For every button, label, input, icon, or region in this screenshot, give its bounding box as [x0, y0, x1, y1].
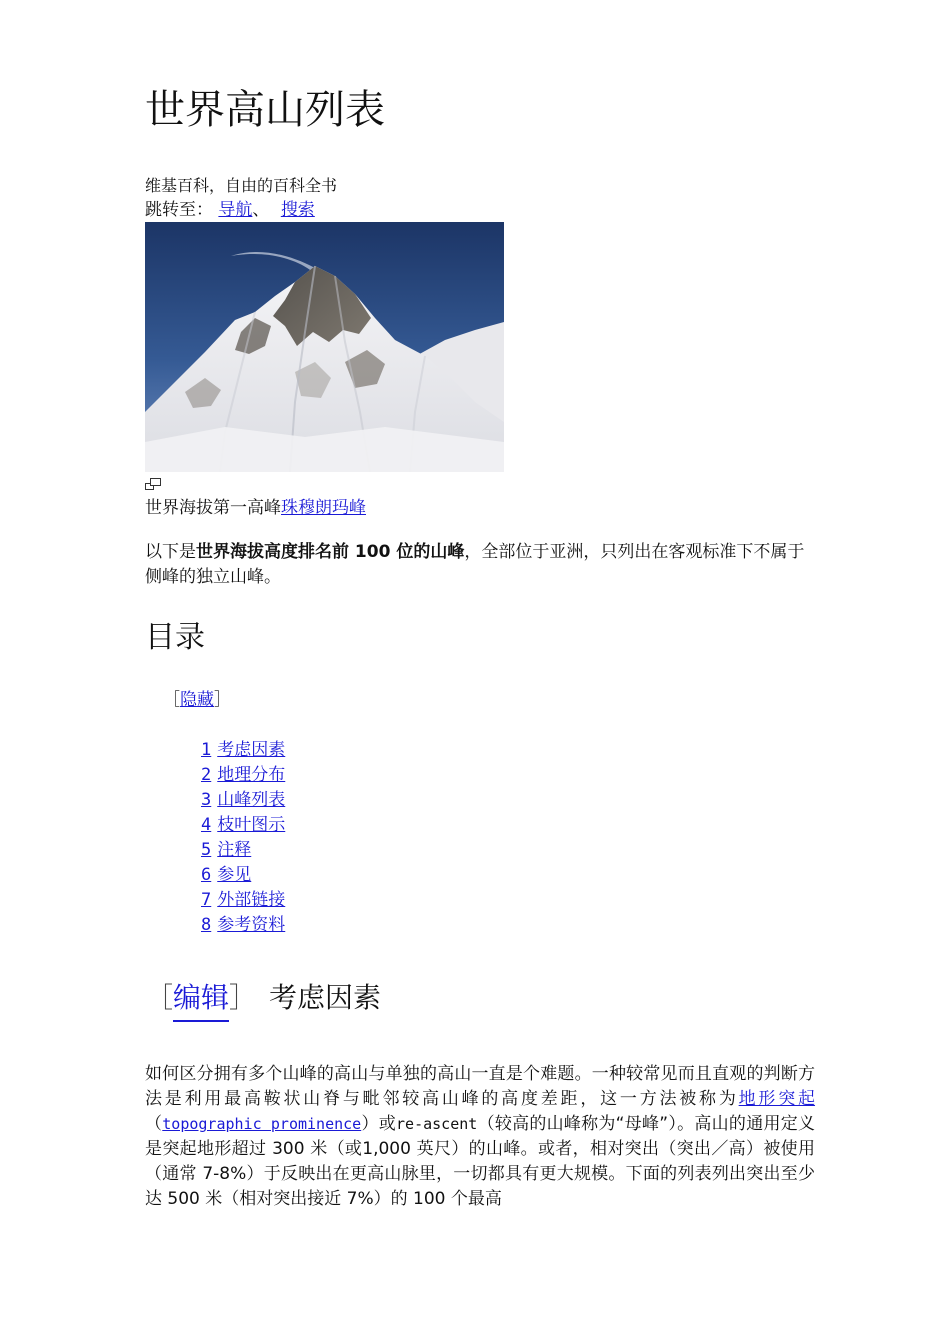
figure-caption [145, 494, 815, 522]
para-text: （较高的山峰称为“母峰”）。高山的通用定义是突起地形超过 300 米（或1,000 英尺）的山峰。或者，相对突出（突出／高）被使用（通常 7-8%）于反映出在更高山脉里，一切都具有更大规模。下面的列表列出突出至少达 500 米（相对突出接近 7%）的 100 个最高 [145, 1114, 815, 1209]
site-tagline: 维基百科，自由的百科全书 [145, 176, 338, 195]
toc-item[interactable]: 1 考虑因素 [201, 740, 286, 760]
para-text: （ [145, 1114, 163, 1134]
page-title: 世界高山列表 [145, 87, 385, 133]
edit-bracket-open: ［ [145, 981, 174, 1014]
toc-bracket-close: ］ [214, 690, 231, 710]
edit-bracket-close: ］ [229, 981, 258, 1014]
prominence-link[interactable]: 地形突起 [738, 1089, 816, 1109]
intro-bold: 世界海拔高度排名前 100 位的山峰 [196, 542, 465, 562]
toc-item[interactable]: 3 山峰列表 [201, 790, 286, 810]
toc-item[interactable]: 4 枝叶图示 [201, 815, 286, 835]
toc-heading: 目录 [145, 620, 205, 655]
toc-item[interactable]: 6 参见 [201, 865, 252, 885]
para-mono-text: re-ascent [396, 1115, 478, 1133]
toc-list [201, 738, 815, 938]
edit-link[interactable]: 编辑 [173, 978, 229, 1022]
para-text: 如何区分拥有多个山峰的高山与单独的高山一直是个难题。一种较常见而且直观的判断方法是利用最高鞍状山脊与毗邻较高山峰的高度差距，这一方法被称为 [145, 1064, 815, 1109]
para-text: ）或 [361, 1114, 397, 1134]
intro-paragraph [145, 540, 815, 590]
topographic-prominence-link[interactable]: topographic prominence [162, 1115, 362, 1133]
toc-bracket-open: ［ [163, 690, 180, 710]
toc-item[interactable]: 8 参考资料 [201, 915, 286, 935]
toc-hide-link[interactable]: 隐藏 [180, 690, 214, 710]
jump-to-bar [145, 198, 815, 222]
section-heading-considerations [145, 978, 815, 1022]
toc-item[interactable]: 7 外部链接 [201, 890, 286, 910]
toc-item[interactable]: 5 注释 [201, 840, 252, 860]
intro-prefix: 以下是 [145, 542, 196, 562]
toc-item[interactable]: 2 地理分布 [201, 765, 286, 785]
everest-photo[interactable] [145, 222, 504, 472]
nav-link[interactable]: 导航 [218, 200, 253, 220]
intro-suffix: ，全部位于亚洲，只列出在客观标准下不属于侧峰的独立山峰。 [145, 542, 805, 587]
section-title: 考虑因素 [269, 981, 382, 1014]
search-link[interactable]: 搜索 [280, 200, 315, 220]
caption-text: 世界海拔第一高峰 [145, 498, 281, 518]
enlarge-icon[interactable] [145, 478, 161, 490]
mountain-image [145, 222, 504, 472]
everest-link[interactable]: 珠穆朗玛峰 [281, 498, 366, 518]
considerations-paragraph [145, 1062, 815, 1212]
jump-separator: 、 [252, 200, 270, 220]
jump-prefix: 跳转至： [145, 200, 213, 220]
article-content [145, 84, 815, 1212]
toc-toggle [163, 688, 815, 712]
